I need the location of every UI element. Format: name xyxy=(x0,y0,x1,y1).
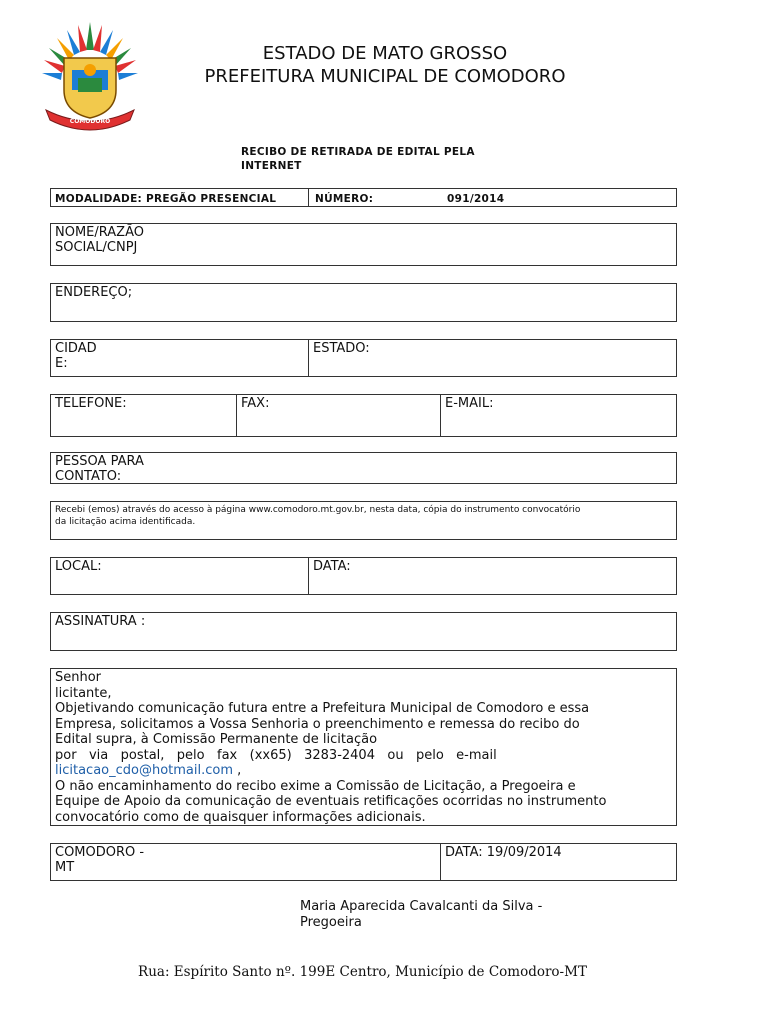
email-suffix: , xyxy=(233,763,242,778)
message-line: Objetivando comunicação futura entre a Prefeitura Municipal de Comodoro e essa xyxy=(55,701,590,716)
recebi-statement xyxy=(50,501,677,540)
cidade-label: CIDAD E: xyxy=(55,341,97,371)
city-date-row xyxy=(50,843,677,881)
message-line: Empresa, solicitamos a Vossa Senhoria o preenchimento e remessa do recibo do xyxy=(55,716,580,732)
message-line: Senhor xyxy=(55,670,102,685)
message-line: O não encaminhamento do recibo exime a Comissão de Licitação, a Pregoeira e xyxy=(55,778,576,794)
recebi-line-2: da licitação acima identificada. xyxy=(55,517,196,527)
footer-address: Rua: Espírito Santo nº. 199E Centro, Município de Comodoro-MT xyxy=(138,964,587,980)
numero-value: 091/2014 xyxy=(447,193,505,205)
data-label: DATA: xyxy=(313,559,351,574)
endereco-field[interactable] xyxy=(50,283,677,322)
city-label: COMODORO - MT xyxy=(55,845,145,875)
recebi-line-1: Recebi (emos) através do acesso à página www.comodoro.mt.gov.br, nesta data, cópia do instrumento convocatório xyxy=(55,505,581,515)
date-label: DATA: 19/09/2014 xyxy=(445,845,562,860)
email-label: E-MAIL: xyxy=(445,396,494,411)
nome-label: NOME/RAZÃO SOCIAL/CNPJ xyxy=(55,225,144,255)
message-line: convocatório como de quaisquer informações adicionais. xyxy=(55,809,426,825)
telefone-label: TELEFONE: xyxy=(55,396,127,411)
email-link[interactable]: licitacao_cdo@hotmail.com xyxy=(55,763,234,778)
assinatura-field[interactable] xyxy=(50,612,677,651)
message-line xyxy=(55,763,672,779)
local-data-row xyxy=(50,557,677,595)
modalidade-row xyxy=(50,188,677,207)
estado-label: ESTADO: xyxy=(313,341,370,356)
message-line: por via postal, pelo fax (xx65) 3283-2404 ou pelo e-mail xyxy=(55,747,497,763)
modalidade-label: MODALIDADE: PREGÃO PRESENCIAL xyxy=(55,193,277,205)
signature: Maria Aparecida Cavalcanti da Silva - Pregoeira xyxy=(300,899,543,930)
assinatura-label: ASSINATURA : xyxy=(55,614,146,629)
message-line: licitante, xyxy=(55,685,112,701)
fax-label: FAX: xyxy=(241,396,270,411)
message-text xyxy=(55,670,672,825)
nome-field[interactable] xyxy=(50,223,677,266)
header-state: ESTADO DE MATO GROSSO xyxy=(262,43,508,64)
pessoa-contato-label: PESSOA PARA CONTATO: xyxy=(55,454,144,484)
endereco-label: ENDEREÇO; xyxy=(55,285,133,300)
local-label: LOCAL: xyxy=(55,559,102,574)
pessoa-contato-field[interactable] xyxy=(50,452,677,484)
message-box xyxy=(50,668,677,826)
numero-label: NÚMERO: xyxy=(315,193,374,205)
contact-row xyxy=(50,394,677,437)
message-line: Equipe de Apoio da comunicação de eventuais retificações ocorridas no instrumento xyxy=(55,794,607,809)
header-prefecture: PREFEITURA MUNICIPAL DE COMODORO xyxy=(204,66,566,87)
message-line: Edital supra, à Comissão Permanente de licitação xyxy=(55,732,378,747)
document-title: RECIBO DE RETIRADA DE EDITAL PELA INTERNET xyxy=(241,146,475,172)
svg-text:COMODORO: COMODORO xyxy=(69,118,111,125)
cidade-estado-row xyxy=(50,339,677,377)
